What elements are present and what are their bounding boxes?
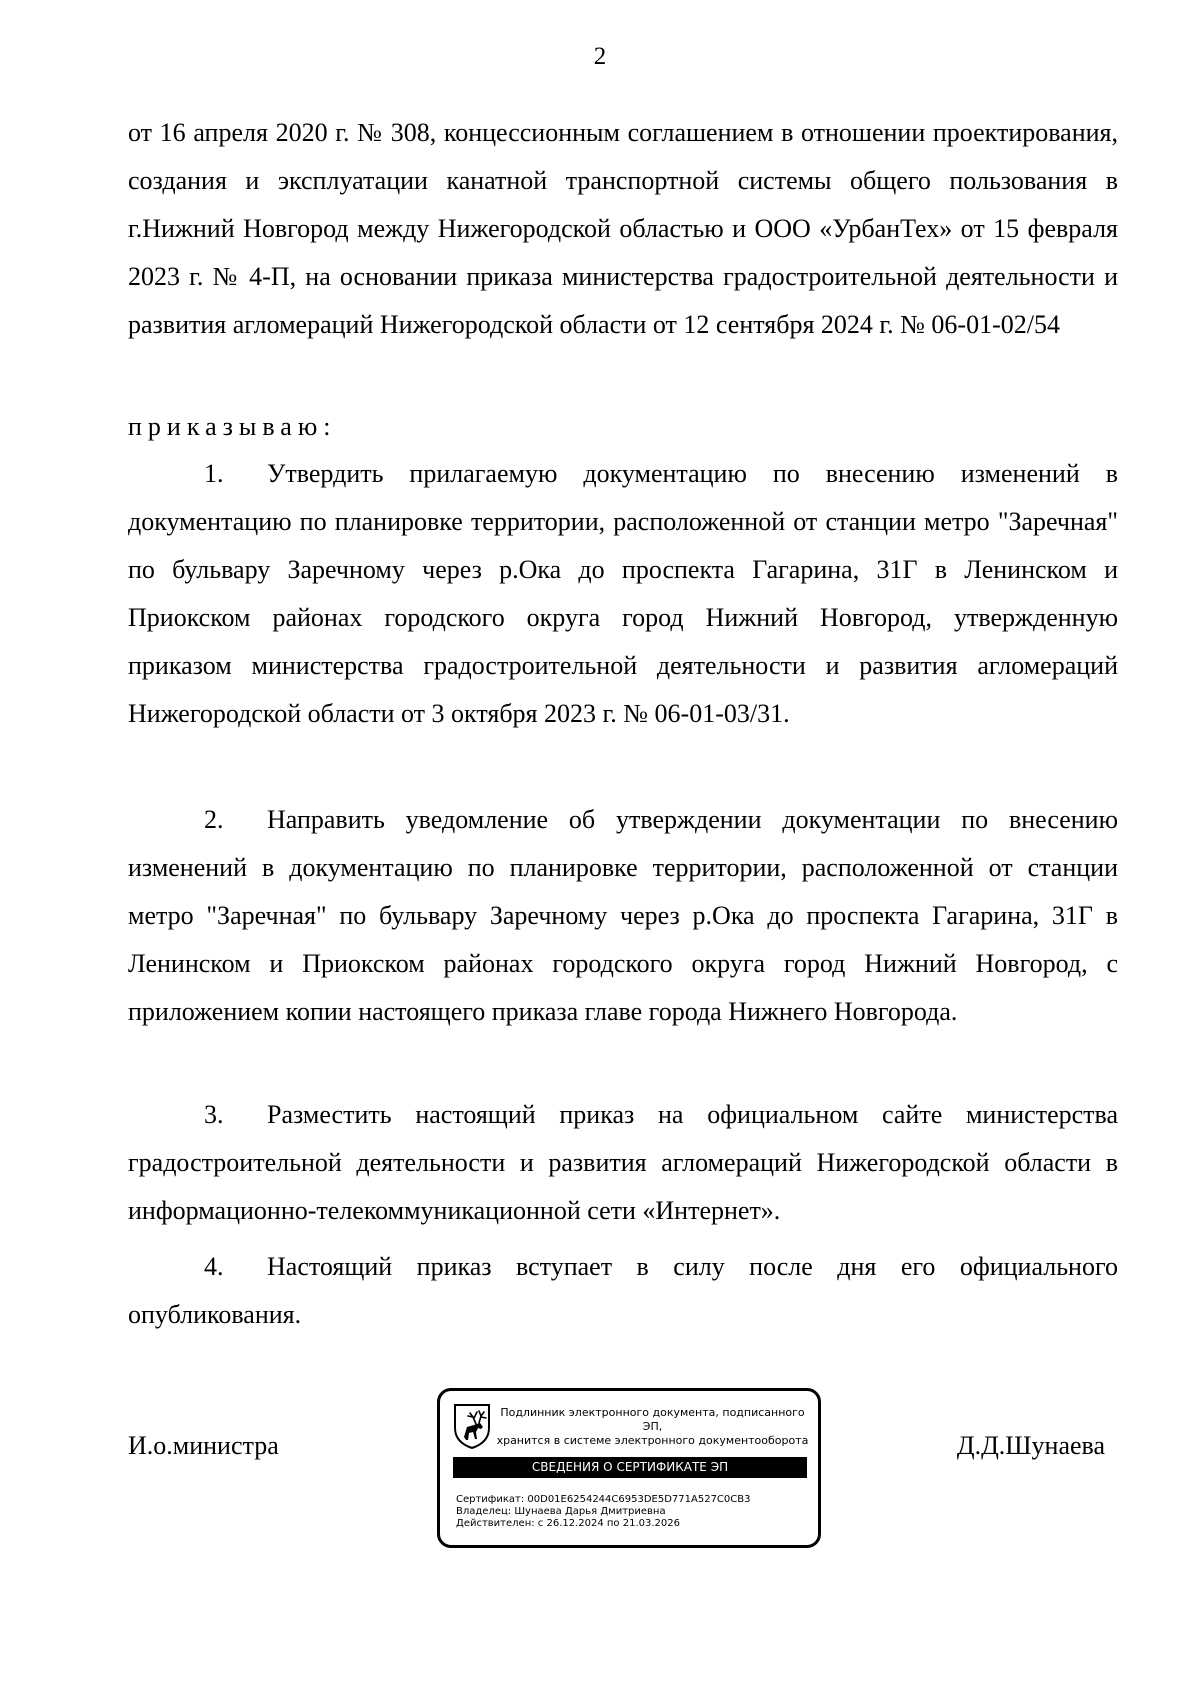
order-item-4	[128, 1243, 1118, 1339]
certificate-validity: Действителен: с 26.12.2024 по 21.03.2026	[456, 1518, 680, 1529]
signature-position: И.о.министра	[128, 1431, 279, 1460]
order-word: приказываю:	[128, 412, 337, 441]
order-item-number: 4.	[204, 1252, 224, 1281]
intro-paragraph: от 16 апреля 2020 г. № 308, концессионным соглашением в отношении проектирования, создания и эксплуатации канатной транспортной системы общего пользования в г.Нижний Новгород между Нижегородской областью и ООО «УрбанТех» от 15 февраля 2023 г. № 4-П, на основании приказа министерства градостроительной деятельности и развития агломераций Нижегородской области от 12 сентября 2024 г. № 06-01-02/54	[128, 118, 1118, 339]
certificate-owner: Владелец: Шунаева Дарья Дмитриевна	[456, 1506, 666, 1517]
electronic-signature-stamp	[437, 1388, 821, 1548]
order-item-2	[128, 796, 1118, 1036]
nizhny-novgorod-deer-emblem-icon	[452, 1403, 492, 1449]
stamp-header	[491, 1406, 814, 1448]
page-number: 2	[593, 43, 607, 70]
order-item-number: 1.	[204, 459, 224, 488]
stamp-band-title: СВЕДЕНИЯ О СЕРТИФИКАТЕ ЭП	[453, 1457, 807, 1478]
order-item-1	[128, 450, 1118, 738]
stamp-header-line: хранится в системе электронного документооборота	[496, 1434, 809, 1447]
stamp-header-line: Подлинник электронного документа, подписанного ЭП,	[500, 1406, 805, 1433]
order-item-text: Направить уведомление об утверждении документации по внесению изменений в документацию по планировке территории, расположенной от станции метро "Заречная" по бульвару Заречному через р.Ока до проспекта Гагарина, 31Г в Ленинском и Приокском районах городского округа город Нижний Новгород, с приложением копии настоящего приказа главе города Нижнего Новгорода.	[128, 805, 1118, 1026]
order-item-3	[128, 1091, 1118, 1235]
order-item-text: Утвердить прилагаемую документацию по внесению изменений в документацию по планировке территории, расположенной от станции метро "Заречная" по бульвару Заречному через р.Ока до проспекта Гагарина, 31Г в Ленинском и Приокском районах городского округа город Нижний Новгород, утвержденную приказом министерства градостроительной деятельности и развития агломераций Нижегородской области от 3 октября 2023 г. № 06-01-03/31.	[128, 459, 1118, 728]
order-item-number: 3.	[204, 1100, 224, 1129]
signature-name: Д.Д.Шунаева	[956, 1431, 1105, 1460]
stamp-details	[456, 1494, 811, 1530]
certificate-number: Сертификат: 00D01E6254244C6953DE5D771A527C0CB3	[456, 1494, 751, 1505]
order-item-text: Настоящий приказ вступает в силу после дня его официального опубликования.	[128, 1252, 1118, 1329]
order-item-text: Разместить настоящий приказ на официальном сайте министерства градостроительной деятельности и развития агломераций Нижегородской области в информационно-телекоммуникационной сети «Интернет».	[128, 1100, 1118, 1225]
order-item-number: 2.	[204, 805, 224, 834]
